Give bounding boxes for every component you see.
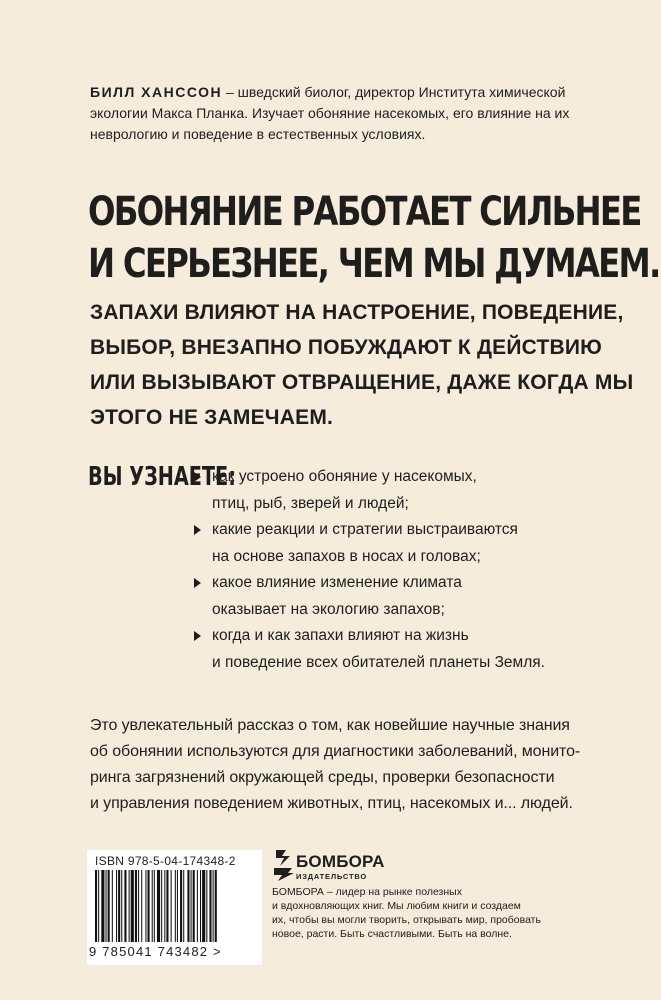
headline-line1: ОБОНЯНИЕ РАБОТАЕТ СИЛЬНЕЕ [88, 189, 641, 235]
publisher-logo-sub: ИЗДАТЕЛЬСТВО [296, 872, 367, 881]
author-bio-line2: экологии Макса Планка. Изучает обоняние насекомых, его влияние на их [90, 105, 570, 121]
subheadline-line1: ЗАПАХИ ВЛИЯЮТ НА НАСТРОЕНИЕ, ПОВЕДЕНИЕ, [90, 301, 624, 324]
list-item-line1: когда и как запахи влияют на жизнь [212, 627, 469, 644]
description-line1: Это увлекательный рассказ о том, как новейшие научные знания [90, 717, 570, 734]
publisher-line3: их, чтобы вы могли творить, открывать мир, пробовать [272, 914, 541, 926]
triangle-bullet-icon [194, 525, 201, 535]
list-item-line1: какие реакции и стратегии выстраиваются [212, 521, 518, 538]
publisher-logo-name: БОМБОРА [296, 852, 385, 871]
headline [88, 186, 660, 290]
subheadline-line3: ИЛИ ВЫЗЫВАЮТ ОТВРАЩЕНИЕ, ДАЖЕ КОГДА МЫ [90, 371, 634, 394]
publisher-line4: новое, расти. Быть счастливыми. Быть на волне. [272, 928, 512, 940]
author-bio-line1: – шведский биолог, директор Института химической [222, 84, 566, 100]
learn-title: ВЫ УЗНАЕТЕ: [88, 462, 236, 492]
triangle-bullet-icon [194, 578, 201, 588]
description-line2: об обонянии используются для диагностики заболеваний, монито- [90, 743, 581, 760]
description-line4: и управления поведением животных, птиц, насекомых и... людей. [90, 795, 573, 812]
list-item-line1: как устроено обоняние у насекомых, [212, 468, 477, 485]
barcode [87, 850, 262, 965]
author-name: БИЛЛ ХАНССОН [90, 84, 223, 100]
list-item-line1: какое влияние изменение климата [212, 574, 462, 591]
publisher-line1: БОМБОРА – лидер на рынке полезных [272, 886, 462, 898]
headline-line2: И СЕРЬЕЗНЕЕ, ЧЕМ МЫ ДУМАЕМ. [88, 241, 660, 287]
list-item [190, 517, 545, 570]
barcode-digits: 9 785041 743482 > [89, 944, 222, 959]
description [90, 713, 580, 817]
list-item [190, 623, 545, 676]
subheadline [90, 295, 633, 435]
barcode-bars [93, 870, 256, 944]
triangle-bullet-icon [194, 472, 201, 482]
isbn-label: ISBN 978-5-04-174348-2 [95, 854, 236, 868]
triangle-bullet-icon [194, 631, 201, 641]
list-item [190, 570, 545, 623]
list-item-line2: и поведение всех обитателей планеты Земля. [212, 653, 545, 671]
list-item-line2: оказывает на экологию запахов; [212, 600, 445, 618]
author-bio-line3: неврологию и поведение в естественных условиях. [90, 126, 426, 142]
list-item [190, 464, 545, 517]
publisher-text [272, 885, 541, 941]
list-item-line2: птиц, рыб, зверей и людей; [212, 494, 409, 512]
description-line3: ринга загрязнений окружающей среды, проверки безопасности [90, 769, 555, 786]
author-bio [90, 82, 590, 145]
list-item-line2: на основе запахов в носах и головах; [212, 547, 481, 565]
bombora-logo-icon [272, 848, 296, 882]
subheadline-line2: ВЫБОР, ВНЕЗАПНО ПОБУЖДАЮТ К ДЕЙСТВИЮ [90, 336, 602, 359]
learn-list [190, 464, 545, 676]
subheadline-line4: ЭТОГО НЕ ЗАМЕЧАЕМ. [90, 406, 334, 429]
publisher-line2: и вдохновляющих книг. Мы любим книги и создаем [272, 900, 521, 912]
